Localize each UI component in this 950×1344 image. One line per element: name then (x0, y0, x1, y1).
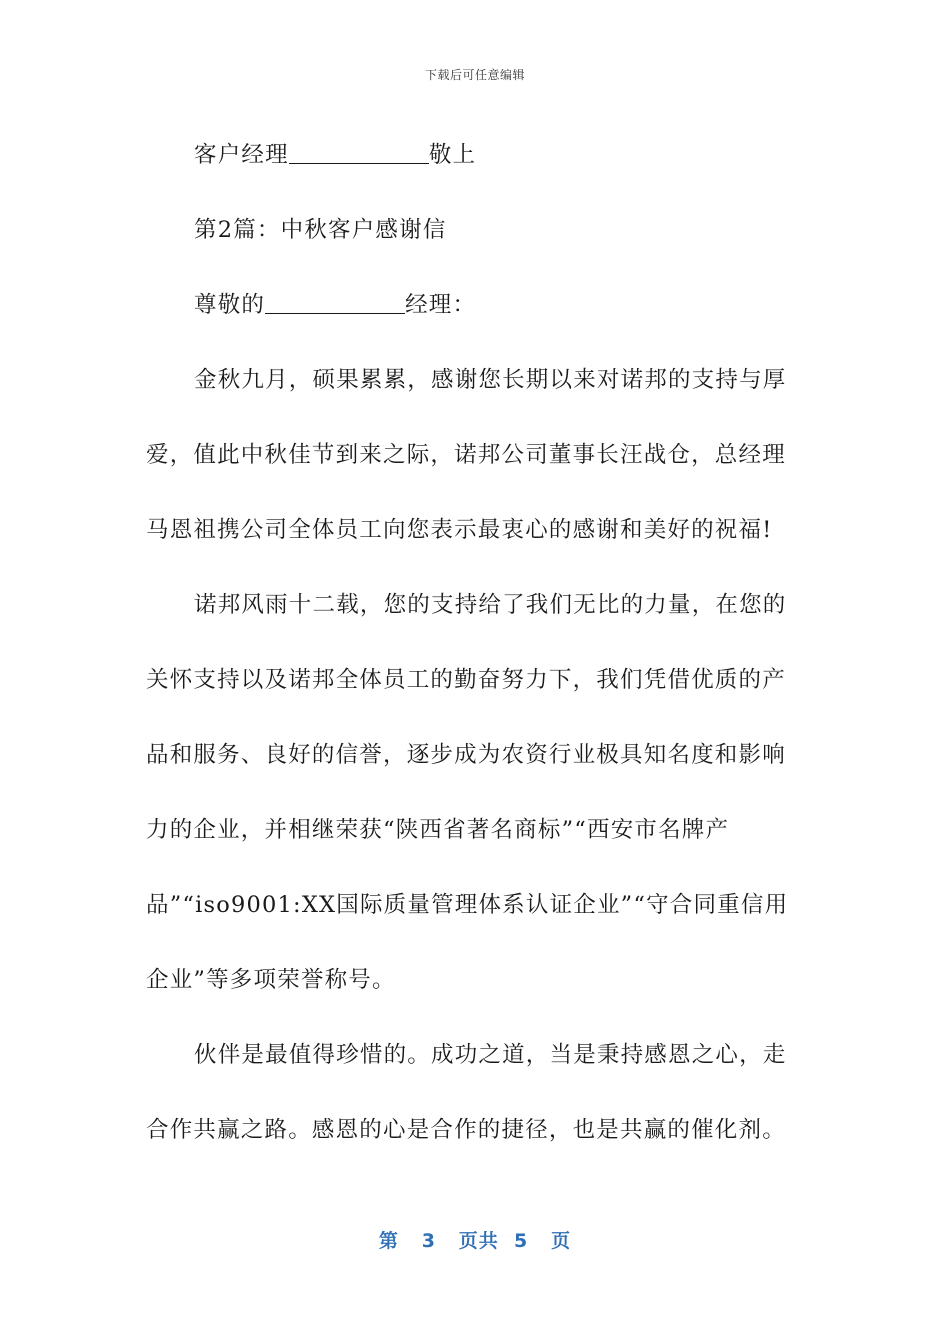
current-page: 3 (421, 1230, 436, 1252)
page-label-3: 页 (551, 1230, 572, 1252)
section-title: 第2篇：中秋客户感谢信 (194, 217, 447, 243)
page-label-1: 第 (378, 1230, 399, 1252)
salutation-prefix: 尊敬的 (194, 292, 266, 318)
salutation-blank (265, 291, 405, 314)
signature-line (146, 118, 796, 193)
signature-suffix: 敬上 (428, 142, 477, 168)
document-body (146, 118, 796, 1168)
salutation-suffix: 经理： (405, 292, 477, 318)
salutation-line (146, 268, 796, 343)
signature-blank (289, 141, 429, 164)
paragraph-3: 伙伴是最值得珍惜的。成功之道，当是秉持感恩之心，走合作共赢之路。感恩的心是合作的捷径，也是共赢的催化剂。 (146, 1042, 787, 1143)
page-label-2: 页共 (458, 1230, 499, 1252)
signature-prefix: 客户经理 (194, 142, 289, 168)
page-footer (0, 1226, 950, 1253)
header-note: 下载后可任意编辑 (424, 68, 525, 82)
paragraph-1: 金秋九月，硕果累累，感谢您长期以来对诺邦的支持与厚爱，值此中秋佳节到来之际，诺邦公司董事长汪战仓，总经理马恩祖携公司全体员工向您表示最衷心的感谢和美好的祝福! (146, 367, 787, 543)
paragraph-2: 诺邦风雨十二载，您的支持给了我们无比的力量，在您的关怀支持以及诺邦全体员工的勤奋努力下，我们凭借优质的产品和服务、良好的信誉，逐步成为农资行业极具知名度和影响力的企业，并相继荣获“陕西省著名商标”“西安市名牌产品”“iso9001:XX国际质量管理体系认证企业”“守合同重信用企业”等多项荣誉称号。 (146, 592, 789, 993)
total-pages: 5 (514, 1230, 529, 1252)
